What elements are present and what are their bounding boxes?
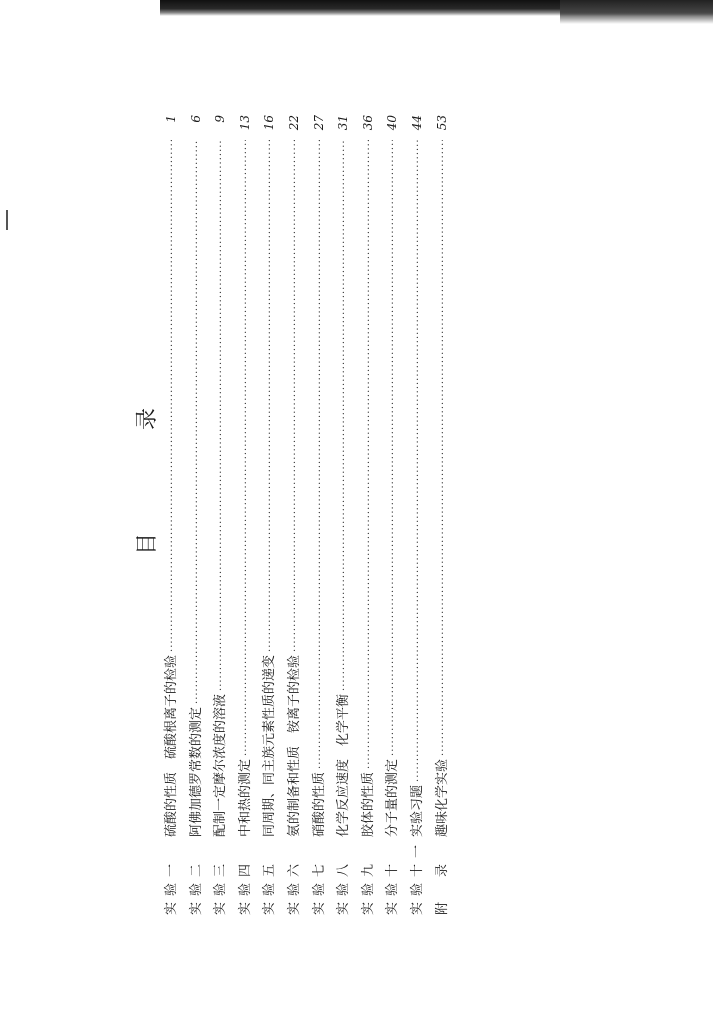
toc-entry-name: 趣味化学实验 bbox=[434, 758, 450, 837]
dot-leader bbox=[192, 140, 203, 704]
toc-entry[interactable] bbox=[160, 115, 185, 915]
dot-leader bbox=[413, 140, 424, 782]
toc-entry-name: 胶体的性质 bbox=[360, 771, 376, 837]
toc-entry[interactable] bbox=[308, 115, 333, 915]
toc-entry-name: 同周期、同主族元素性质的递变 bbox=[262, 654, 278, 837]
toc-list bbox=[160, 115, 455, 915]
toc-entry-page: 16 bbox=[262, 115, 277, 131]
dot-leader bbox=[315, 140, 326, 769]
dot-leader bbox=[388, 140, 399, 756]
dot-leader bbox=[265, 140, 276, 652]
toc-entry[interactable] bbox=[381, 115, 406, 915]
toc-entry[interactable] bbox=[209, 115, 234, 915]
toc-entry-page: 9 bbox=[213, 115, 228, 123]
toc-entry-number: 实验六 bbox=[286, 857, 302, 915]
toc-entry[interactable] bbox=[258, 115, 283, 915]
toc-entry-name: 分子量的测定 bbox=[385, 758, 401, 837]
scan-edge-shadow bbox=[560, 0, 713, 24]
toc-entry-number: 实验二 bbox=[188, 857, 204, 915]
dot-leader bbox=[364, 140, 375, 769]
toc-entry-number: 实验一 bbox=[164, 857, 179, 915]
toc-entry-name: 配制一定摩尔浓度的溶液 bbox=[213, 693, 229, 837]
toc-entry-page: 36 bbox=[360, 115, 375, 131]
toc-entry-number: 实验十一 bbox=[409, 838, 425, 915]
dot-leader bbox=[339, 140, 350, 691]
toc-title: 目 录 bbox=[135, 360, 160, 555]
toc-entry-page: 1 bbox=[164, 115, 178, 123]
toc-entry[interactable] bbox=[283, 115, 308, 915]
toc-entry[interactable] bbox=[185, 115, 210, 915]
dot-leader bbox=[216, 140, 227, 691]
dot-leader bbox=[167, 140, 178, 652]
toc-entry-number: 实验四 bbox=[237, 857, 253, 915]
toc-entry-number: 实验五 bbox=[262, 857, 278, 915]
toc-entry[interactable] bbox=[234, 115, 259, 915]
dot-leader bbox=[241, 140, 252, 756]
toc-entry-page: 27 bbox=[311, 115, 326, 131]
toc-page bbox=[130, 95, 600, 915]
toc-entry-number: 附 录 bbox=[434, 857, 450, 915]
toc-entry-page: 22 bbox=[286, 115, 301, 131]
toc-entry-page: 44 bbox=[409, 115, 424, 131]
toc-entry-page: 6 bbox=[188, 115, 203, 123]
dot-leader bbox=[438, 140, 449, 756]
toc-entry-name: 氨的制备和性质 铵离子的检验 bbox=[286, 654, 302, 837]
toc-entry-name: 中和热的测定 bbox=[237, 758, 253, 837]
toc-entry-page: 53 bbox=[434, 115, 449, 131]
toc-entry-page: 13 bbox=[237, 115, 252, 131]
toc-entry-number: 实验三 bbox=[213, 857, 229, 915]
toc-entry-page: 31 bbox=[336, 115, 351, 131]
toc-entry-page: 40 bbox=[385, 115, 400, 131]
toc-entry[interactable] bbox=[357, 115, 382, 915]
dot-leader bbox=[290, 140, 301, 652]
toc-entry-name: 硫酸的性质 硫酸根离子的检验 bbox=[164, 654, 179, 837]
toc-entry-name: 硝酸的性质 bbox=[311, 771, 327, 837]
toc-entry-number: 实验八 bbox=[336, 857, 352, 915]
toc-entry[interactable] bbox=[332, 115, 357, 915]
toc-entry[interactable] bbox=[406, 115, 431, 915]
toc-entry-number: 实验十 bbox=[385, 857, 401, 915]
toc-entry-name: 化学反应速度 化学平衡 bbox=[336, 693, 352, 837]
toc-entry[interactable] bbox=[431, 115, 456, 915]
scan-mark bbox=[6, 210, 8, 230]
toc-entry-name: 实验习题 bbox=[409, 784, 425, 837]
toc-entry-number: 实验九 bbox=[360, 857, 376, 915]
toc-entry-name: 阿佛加德罗常数的测定 bbox=[188, 706, 204, 837]
toc-entry-number: 实验七 bbox=[311, 857, 327, 915]
